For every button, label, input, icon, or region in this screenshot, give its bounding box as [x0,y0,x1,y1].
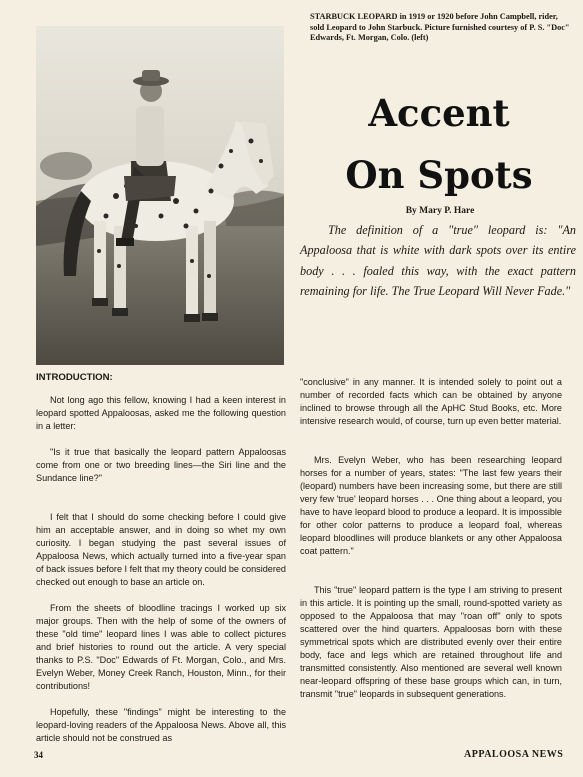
publication-name: APPALOOSA NEWS [464,749,564,760]
section-heading: INTRODUCTION: [36,372,113,383]
right-paragraph: "conclusive" in any manner. It is intended solely to point out a number of recorded facts which can be obtained by anyone inclined to browse through all the ApHC Stud Books, etc. More intensive research would, of course, turn up even better material. [300,377,562,426]
title-line-1: Accent [368,91,510,135]
left-paragraph: I felt that I should do some checking before I could give him an acceptable answer, and in doing so whet my own curiosity. I began studying the past several issues of Appaloosa News, which actually turned into a five-year span of back issues before I felt that my theory could be considered checked out enough to base an article on. [36,512,286,587]
left-paragraph: Hopefully, these "findings" might be interesting to the leopard-loving readers of the Appaloosa News. Above all, this article should not be construed as [36,707,286,743]
page-number: 34 [34,750,43,760]
left-paragraph: Not long ago this fellow, knowing I had a keen interest in leopard spotted Appaloosas, asked me the following question in a letter: [36,395,286,431]
right-paragraph: This "true" leopard pattern is the type I am striving to present in this article. It is pointing up the small, round-spotted variety as opposed to the Appaloosa that may "roan off" only to spots scattered over the hind quarters. Appaloosas born with these symmetrical spots which are distributed evenly over their entire body, face and legs which are retained throughout life and transmitted consistently. Also mentioned are several well known near-leopard offspring of these base groups which can, in turn, transmit "true" leopards in subsequent generations. [300,585,562,699]
left-column [36,371,286,745]
horse-photo [36,26,284,365]
intro-quote: The definition of a "true" leopard is: "An Appaloosa that is white with dark spots over its entire body . . . foaled this way, with the exact pattern remaining for life. The True Leopard Will Never Fade." [300,223,576,298]
title-line-2: On Spots [345,153,533,197]
byline: By Mary P. Hare [405,206,475,216]
right-column [300,376,562,701]
left-paragraph: From the sheets of bloodline tracings I worked up six major groups. Then with the help of some of the owners of these "old time" leopard lines I was able to collect pictures and brief histories to round out the article. A very special thanks to P.S. "Doc" Edwards of Ft. Morgan, Colo., and Mrs. Evelyn Weber, Money Creek Ranch, Houston, Minn., for their contributions! [36,603,286,691]
left-paragraph-quote: "Is it true that basically the leopard pattern Appaloosas come from one or two breeding lines—the Siri line and the Sundance line?" [36,447,286,483]
photo-caption: STARBUCK LEOPARD in 1919 or 1920 before John Campbell, rider, sold Leopard to John Starbuck. Picture furnished courtesy of P. S. "Doc" Edwards, Ft. Morgan, Colo. (left) [310,12,570,43]
article-title [300,82,578,206]
leopard-horse-illustration [36,26,284,365]
right-paragraph: Mrs. Evelyn Weber, who has been researching leopard horses for a number of years, states: "The last few years their (leopard) numbers have been increasing some, but there are still very few 'true' leopard horses . . . One thing about a leopard, you have to have leopard blood to produce a leopard. It is impossible for other color patterns to produce a leopard foal, whereas leopard bloodlines will produce blankets or any other Appaloosa coat pattern." [300,455,562,556]
